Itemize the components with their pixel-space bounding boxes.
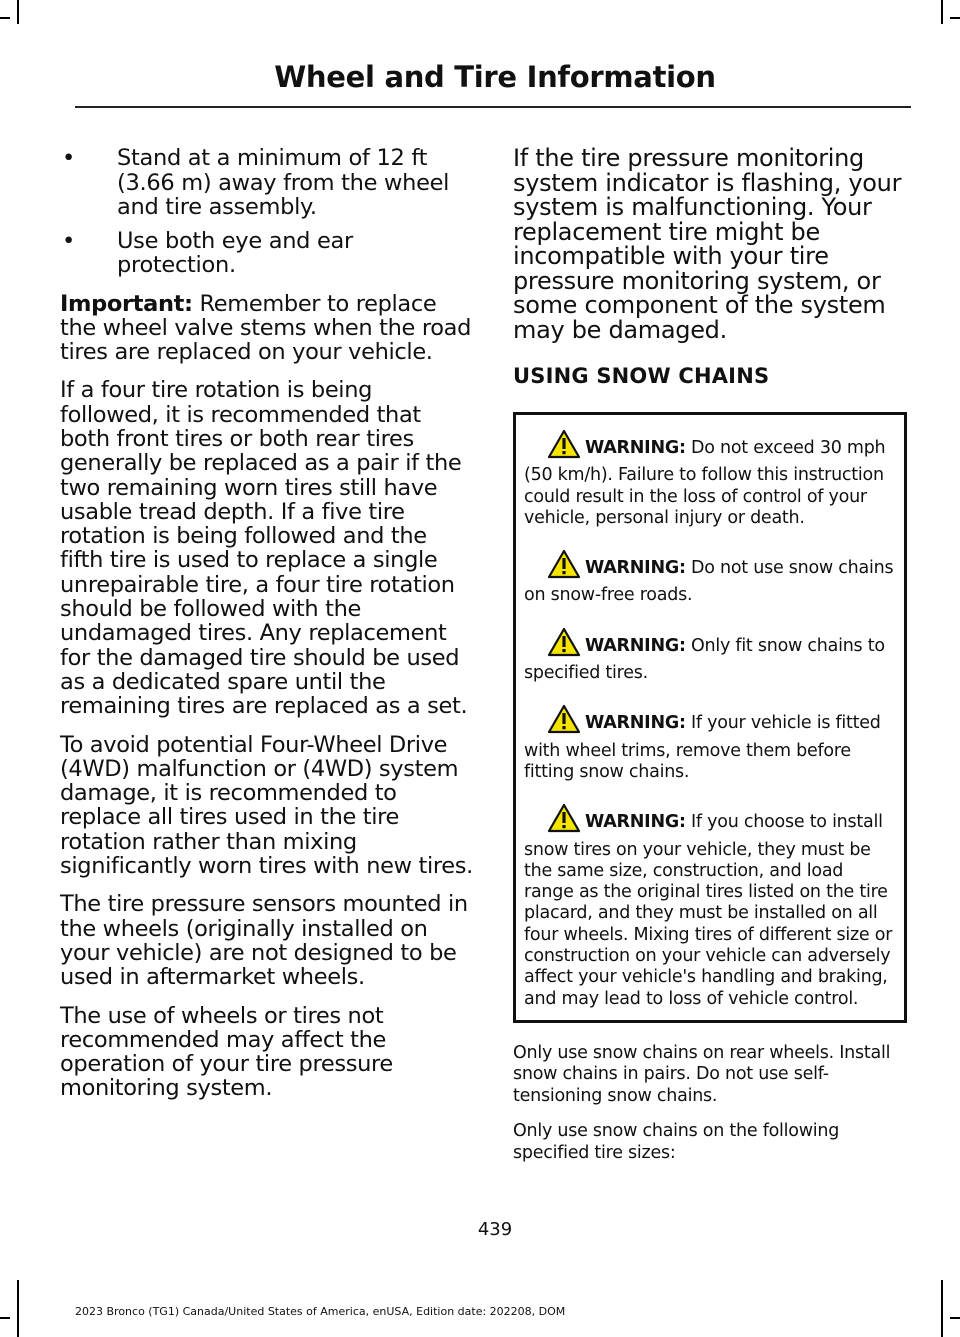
- important-note: [60, 292, 476, 365]
- warning-triangle-icon: [547, 549, 581, 585]
- paragraph-4wd: To avoid potential Four-Wheel Drive (4WD) malfunction or (4WD) system damage, it is recommended to replace all tires used in the tire rotation rather than mixing significantly worn tires with new tires.: [60, 731, 473, 880]
- warning-item: [524, 704, 896, 783]
- warning-text: Do not use snow chains on snow-free roads.: [524, 558, 894, 606]
- crop-mark: [950, 1317, 960, 1319]
- important-text: Remember to replace the wheel valve stems when the road tires are replaced on your vehicle.: [60, 290, 472, 366]
- list-item-text: Use both eye and ear protection.: [117, 227, 353, 278]
- warning-label: WARNING:: [585, 713, 686, 734]
- warning-item: [524, 803, 896, 1010]
- important-label: Important:: [60, 290, 193, 317]
- bullet-glyph: •: [62, 227, 75, 254]
- page-title: Wheel and Tire Information: [274, 60, 716, 94]
- bullet-glyph: •: [62, 145, 75, 171]
- list-item: [60, 146, 476, 220]
- warning-text: If your vehicle is fitted with wheel trims, remove them before fitting snow chains.: [524, 713, 881, 782]
- warning-triangle-icon: [547, 704, 581, 740]
- crop-mark: [0, 17, 10, 19]
- crop-mark: [950, 17, 960, 19]
- warning-label: WARNING:: [585, 558, 686, 579]
- paragraph-tpms: The use of wheels or tires not recommended may affect the operation of your tire pressure monitoring system.: [60, 1002, 393, 1102]
- paragraph-tpms-indicator: If the tire pressure monitoring system indicator is flashing, your system is malfunctioning. Your replacement tire might be incompatible with your tire pressure monitoring system, or some component of the system may be damaged.: [513, 144, 902, 344]
- warning-box: [513, 412, 907, 1023]
- header-divider: [75, 106, 911, 108]
- section-heading: USING SNOW CHAINS: [513, 364, 770, 388]
- crop-mark: [941, 1280, 943, 1337]
- paragraph-snow-chains-rear: Only use snow chains on rear wheels. Install snow chains in pairs. Do not use self-tensioning snow chains.: [513, 1042, 891, 1106]
- warning-triangle-icon: [547, 803, 581, 839]
- warning-label: WARNING:: [585, 438, 686, 458]
- warning-triangle-icon: [547, 627, 581, 663]
- warning-text: If you choose to install snow tires on your vehicle, they must be the same size, construction, and load range as the original tires listed on the tire placard, and they must be installed on all four wheels. Mixing tires of different size or construction on your vehicle can adversely affect your vehicle's handling and braking, and may lead to loss of vehicle control.: [524, 812, 893, 1009]
- list-item: [60, 229, 476, 278]
- left-column: [60, 146, 476, 1115]
- crop-mark: [17, 0, 19, 24]
- warning-label: WARNING:: [585, 812, 686, 833]
- warning-label: WARNING:: [585, 635, 686, 656]
- warning-triangle-icon: [547, 429, 581, 465]
- warning-text: Only fit snow chains to specified tires.: [524, 635, 885, 684]
- list-item-text: Stand at a minimum of 12 ft (3.66 m) away from the wheel and tire assembly.: [117, 145, 450, 220]
- paragraph-snow-chains-sizes: Only use snow chains on the following specified tire sizes:: [513, 1121, 840, 1163]
- warning-item: [524, 429, 896, 529]
- paragraph-tire-rotation: If a four tire rotation is being followed, it is recommended that both front tires or both rear tires generally be replaced as a pair if the two remaining worn tires still have usable tread depth. If a five tire rotation is being followed and the fifth tire is used to replace a single unrepairable tire, a four tire rotation should be followed with the undamaged tires. Any replacement for the damaged tire should be used as a dedicated spare until the remaining tires are replaced as a set.: [60, 377, 468, 720]
- crop-mark: [941, 0, 943, 24]
- crop-mark: [0, 1317, 10, 1319]
- paragraph-sensors: The tire pressure sensors mounted in the wheels (originally installed on your vehicle) are not designed to be used in aftermarket wheels.: [60, 891, 468, 991]
- page-number: 439: [477, 1219, 513, 1240]
- crop-mark: [17, 1280, 19, 1337]
- footer-edition: 2023 Bronco (TG1) Canada/United States of America, enUSA, Edition date: 202208, DOM: [75, 1305, 566, 1318]
- warning-text: Do not exceed 30 mph (50 km/h). Failure to follow this instruction could result in the loss of control of your vehicle, personal injury or death.: [524, 438, 886, 528]
- warning-item: [524, 549, 896, 607]
- right-column: [513, 146, 905, 1178]
- warning-item: [524, 627, 896, 685]
